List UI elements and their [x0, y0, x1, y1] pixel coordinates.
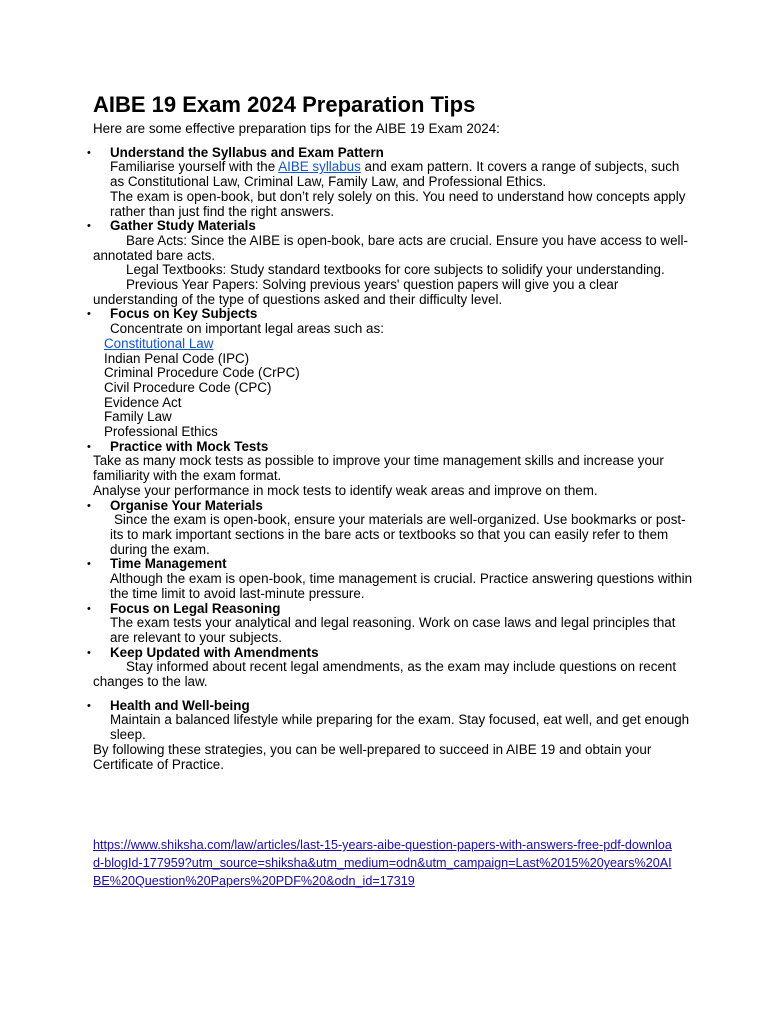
section-organise [87, 497, 693, 558]
subject-item: Criminal Procedure Code (CrPC) [104, 365, 300, 381]
section-heading: Understand the Syllabus and Exam Pattern [110, 144, 384, 160]
bullet: • [87, 220, 91, 233]
source-url-link[interactable]: https://www.shiksha.com/law/articles/last-15-years-aibe-question-papers-with-answers-free-pdf-download-blogId-177959?utm_source=shiksha&utm_medium=odn&utm_campaign=Last%2015%20years%20AIBE%20Question%20Papers%20PDF%20&odn_id=17319 [93, 838, 672, 888]
closing-text: By following these strategies, you can be well-prepared to succeed in AIBE 19 and obtain your Certificate of Practice. [93, 741, 652, 772]
subject-item: Professional Ethics [104, 424, 218, 440]
section-text: Analyse your performance in mock tests to identify weak areas and improve on them. [93, 482, 598, 498]
section-text: Previous Year Papers: Solving previous years' question papers will give you a clear understanding of the type of questions asked and their difficulty level. [93, 277, 619, 307]
section-heading: Health and Well-being [110, 697, 250, 713]
section-text: Maintain a balanced lifestyle while preparing for the exam. Stay focused, eat well, and get enough sleep. [110, 712, 690, 743]
subject-link-row [104, 337, 693, 352]
section-heading: Practice with Mock Tests [110, 438, 269, 454]
section-mock-tests [87, 438, 693, 499]
page-title: AIBE 19 Exam 2024 Preparation Tips [93, 92, 476, 117]
section-key-subjects [87, 306, 693, 440]
bullet: • [87, 440, 91, 453]
section-text: Concentrate on important legal areas such as: [110, 321, 384, 337]
section-text: Bare Acts: Since the AIBE is open-book, bare acts are crucial. Ensure you have access to well-annotated bare acts. [93, 232, 688, 263]
bullet: • [87, 146, 91, 159]
section-text: Stay informed about recent legal amendments, as the exam may include questions on recent changes to the law. [93, 659, 677, 690]
document-body [87, 92, 693, 772]
bullet: • [87, 308, 91, 321]
aibe-syllabus-link[interactable]: AIBE syllabus [278, 159, 361, 175]
section-heading: Gather Study Materials [110, 218, 256, 234]
bullet: • [87, 602, 91, 615]
section-amendments [87, 644, 693, 690]
section-health [87, 697, 693, 743]
section-heading: Focus on Legal Reasoning [110, 600, 281, 616]
subject-item: Indian Penal Code (IPC) [104, 350, 250, 366]
section-text: The exam is open-book, but don’t rely solely on this. You need to understand how concepts apply rather than just find the right answers. [110, 188, 686, 219]
section-heading: Time Management [110, 556, 227, 572]
intro-text: Here are some effective preparation tips for the AIBE 19 Exam 2024: [93, 121, 500, 136]
section-time-management [87, 556, 693, 601]
section-heading: Keep Updated with Amendments [110, 644, 319, 660]
bullet: • [87, 499, 91, 512]
section-heading: Focus on Key Subjects [110, 306, 258, 322]
bullet: • [87, 558, 91, 571]
section-heading: Organise Your Materials [110, 497, 263, 513]
bullet: • [87, 699, 91, 712]
subject-item: Civil Procedure Code (CPC) [104, 379, 272, 395]
section-text: Although the exam is open-book, time management is crucial. Practice answering questions within the time limit to avoid last-minute pressure. [110, 571, 693, 601]
constitutional-law-link[interactable]: Constitutional Law [104, 335, 214, 351]
bullet: • [87, 646, 91, 659]
section-legal-reasoning [87, 600, 693, 646]
section-text: Take as many mock tests as possible to improve your time management skills and increase your familiarity with the exam format. [93, 453, 664, 484]
section-text: Familiarise yourself with the AIBE syllabus and exam pattern. It covers a range of subjects, such as Constitutional Law, Criminal Law, Family Law, and Professional Ethics. [110, 159, 680, 190]
subject-item: Evidence Act [104, 394, 182, 410]
section-materials [87, 218, 693, 307]
section-text: The exam tests your analytical and legal reasoning. Work on case laws and legal principles that are relevant to your subjects. [110, 615, 676, 645]
subject-item: Family Law [104, 409, 172, 425]
section-text: Since the exam is open-book, ensure your materials are well-organized. Use bookmarks or post-its to mark important sections in the bare acts or textbooks so that you can easily refer to them during the exam. [110, 512, 686, 557]
section-syllabus [87, 144, 693, 220]
section-text: Legal Textbooks: Study standard textbooks for core subjects to solidify your understanding. [126, 262, 665, 278]
